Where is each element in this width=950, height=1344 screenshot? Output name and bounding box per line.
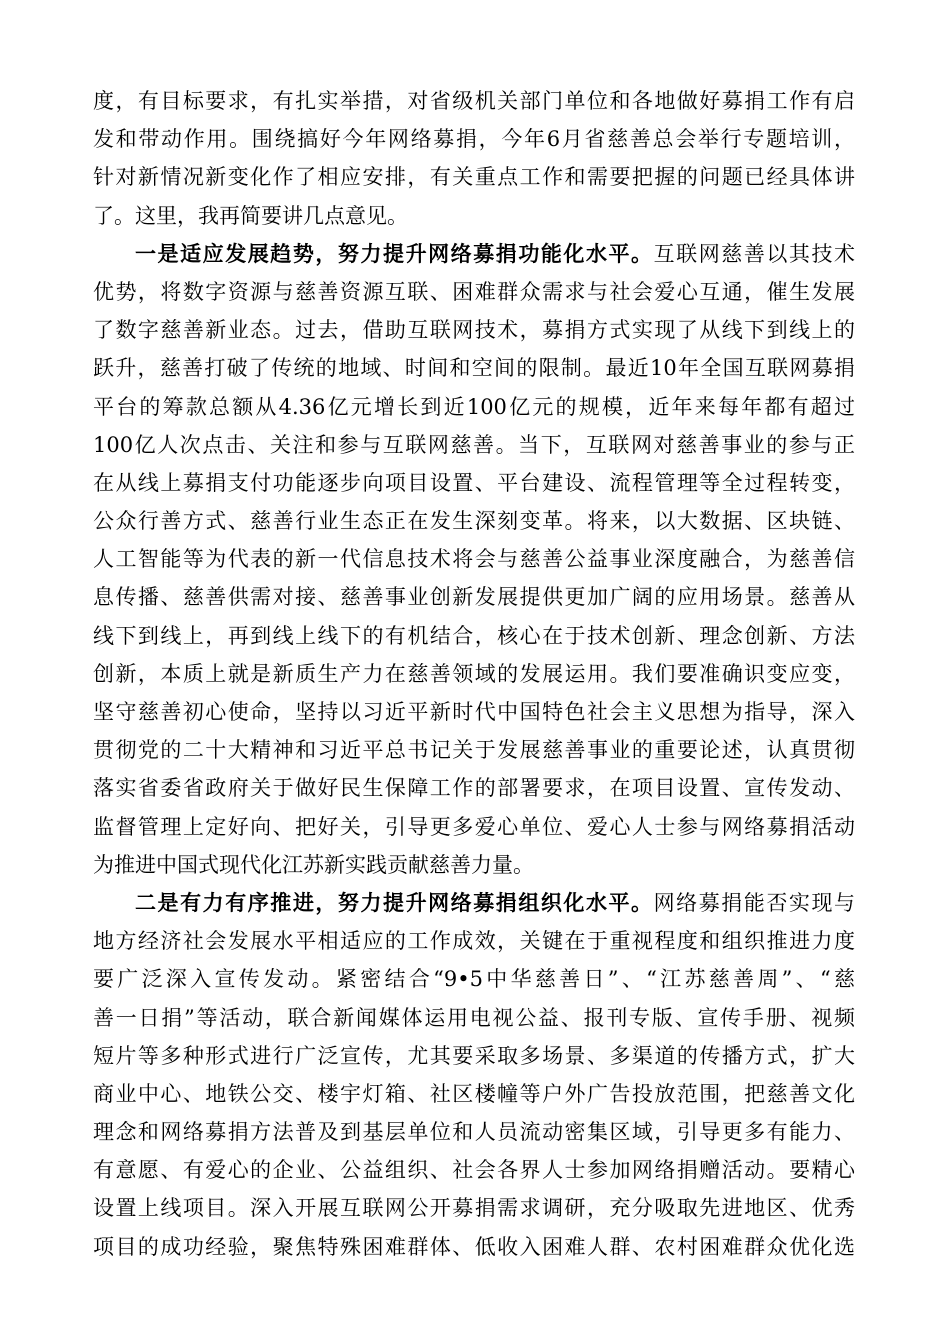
text-line: 要广泛深入宣传发动。紧密结合“9•5中华慈善日”、“江苏慈善周”、“慈	[93, 967, 855, 992]
paragraph-heading: 二是有力有序推进，努力提升网络募捐组织化水平。	[135, 889, 654, 915]
text-line: 创新，本质上就是新质生产力在慈善领域的发展运用。我们要准确识变应变，	[93, 661, 855, 686]
paragraph-intro	[93, 82, 855, 235]
text-line: 商业中心、地铁公交、楼宇灯箱、社区楼幢等户外广告投放范围，把慈善文化	[93, 1081, 855, 1106]
paragraph-heading-rest: 网络募捐能否实现与	[653, 890, 856, 915]
text-line: 在从线上募捐支付功能逐步向项目设置、平台建设、流程管理等全过程转变，	[93, 470, 855, 495]
text-line: 了数字慈善新业态。过去，借助互联网技术，募捐方式实现了从线下到线上的	[93, 318, 855, 343]
paragraph-point-one	[93, 235, 855, 884]
paragraph-heading-rest: 互联网慈善以其技术	[653, 241, 856, 266]
text-line: 短片等多种形式进行广泛宣传，尤其要采取多场景、多渠道的传播方式，扩大	[93, 1043, 855, 1068]
text-line: 为推进中国式现代化江苏新实践贡献慈善力量。	[93, 852, 534, 877]
text-line: 坚守慈善初心使命，坚持以习近平新时代中国特色社会主义思想为指导，深入	[93, 700, 855, 724]
text-line: 监督管理上定好向、把好关，引导更多爱心单位、爱心人士参与网络募捐活动	[93, 814, 855, 839]
text-line: 有意愿、有爱心的企业、公益组织、社会各界人士参加网络捐赠活动。要精心	[93, 1158, 855, 1183]
document-page	[93, 82, 855, 1266]
text-line: 公众行善方式、慈善行业生态正在发生深刻变革。将来，以大数据、区块链、	[93, 509, 855, 534]
text-line: 跃升，慈善打破了传统的地域、时间和空间的限制。最近10年全国互联网募捐	[93, 356, 855, 381]
text-line: 度，有目标要求，有扎实举措，对省级机关部门单位和各地做好募捐工作有启	[93, 89, 855, 113]
text-line: 善一日捐”等活动，联合新闻媒体运用电视公益、报刊专版、宣传手册、视频	[93, 1005, 855, 1030]
text-line: 优势，将数字资源与慈善资源互联、困难群众需求与社会爱心互通，催生发展	[93, 279, 855, 304]
text-line: 针对新情况新变化作了相应安排，有关重点工作和需要把握的问题已经具体讲	[93, 165, 855, 190]
text-line: 理念和网络募捐方法普及到基层单位和人员流动密集区域，引导更多有能力、	[93, 1120, 855, 1145]
text-line: 息传播、慈善供需对接、慈善事业创新发展提供更加广阔的应用场景。慈善从	[93, 585, 855, 610]
text-line: 了。这里，我再简要讲几点意见。	[93, 203, 408, 228]
text-line: 贯彻党的二十大精神和习近平总书记关于发展慈善事业的重要论述，认真贯彻	[93, 738, 855, 763]
text-line: 平台的筹款总额从4.36亿元增长到近100亿元的规模，近年来每年都有超过	[93, 394, 855, 419]
text-line: 落实省委省政府关于做好民生保障工作的部署要求，在项目设置、宣传发动、	[93, 776, 855, 801]
paragraph-point-two	[93, 884, 855, 1266]
text-line: 发和带动作用。围绕搞好今年网络募捐，今年6月省慈善总会举行专题培训，	[93, 127, 855, 152]
text-line	[93, 884, 855, 922]
paragraph-heading: 一是适应发展趋势，努力提升网络募捐功能化水平。	[135, 240, 654, 266]
text-line: 人工智能等为代表的新一代信息技术将会与慈善公益事业深度融合，为慈善信	[93, 547, 855, 572]
text-line: 线下到线上，再到线上线下的有机结合，核心在于技术创新、理念创新、方法	[93, 623, 855, 648]
text-line: 项目的成功经验，聚焦特殊困难群体、低收入困难人群、农村困难群众优化选	[93, 1234, 855, 1259]
text-line: 100亿人次点击、关注和参与互联网慈善。当下，互联网对慈善事业的参与正	[93, 432, 855, 457]
text-line: 地方经济社会发展水平相适应的工作成效，关键在于重视程度和组织推进力度	[93, 929, 855, 954]
text-line: 设置上线项目。深入开展互联网公开募捐需求调研，充分吸取先进地区、优秀	[93, 1196, 855, 1221]
text-line	[93, 235, 855, 273]
